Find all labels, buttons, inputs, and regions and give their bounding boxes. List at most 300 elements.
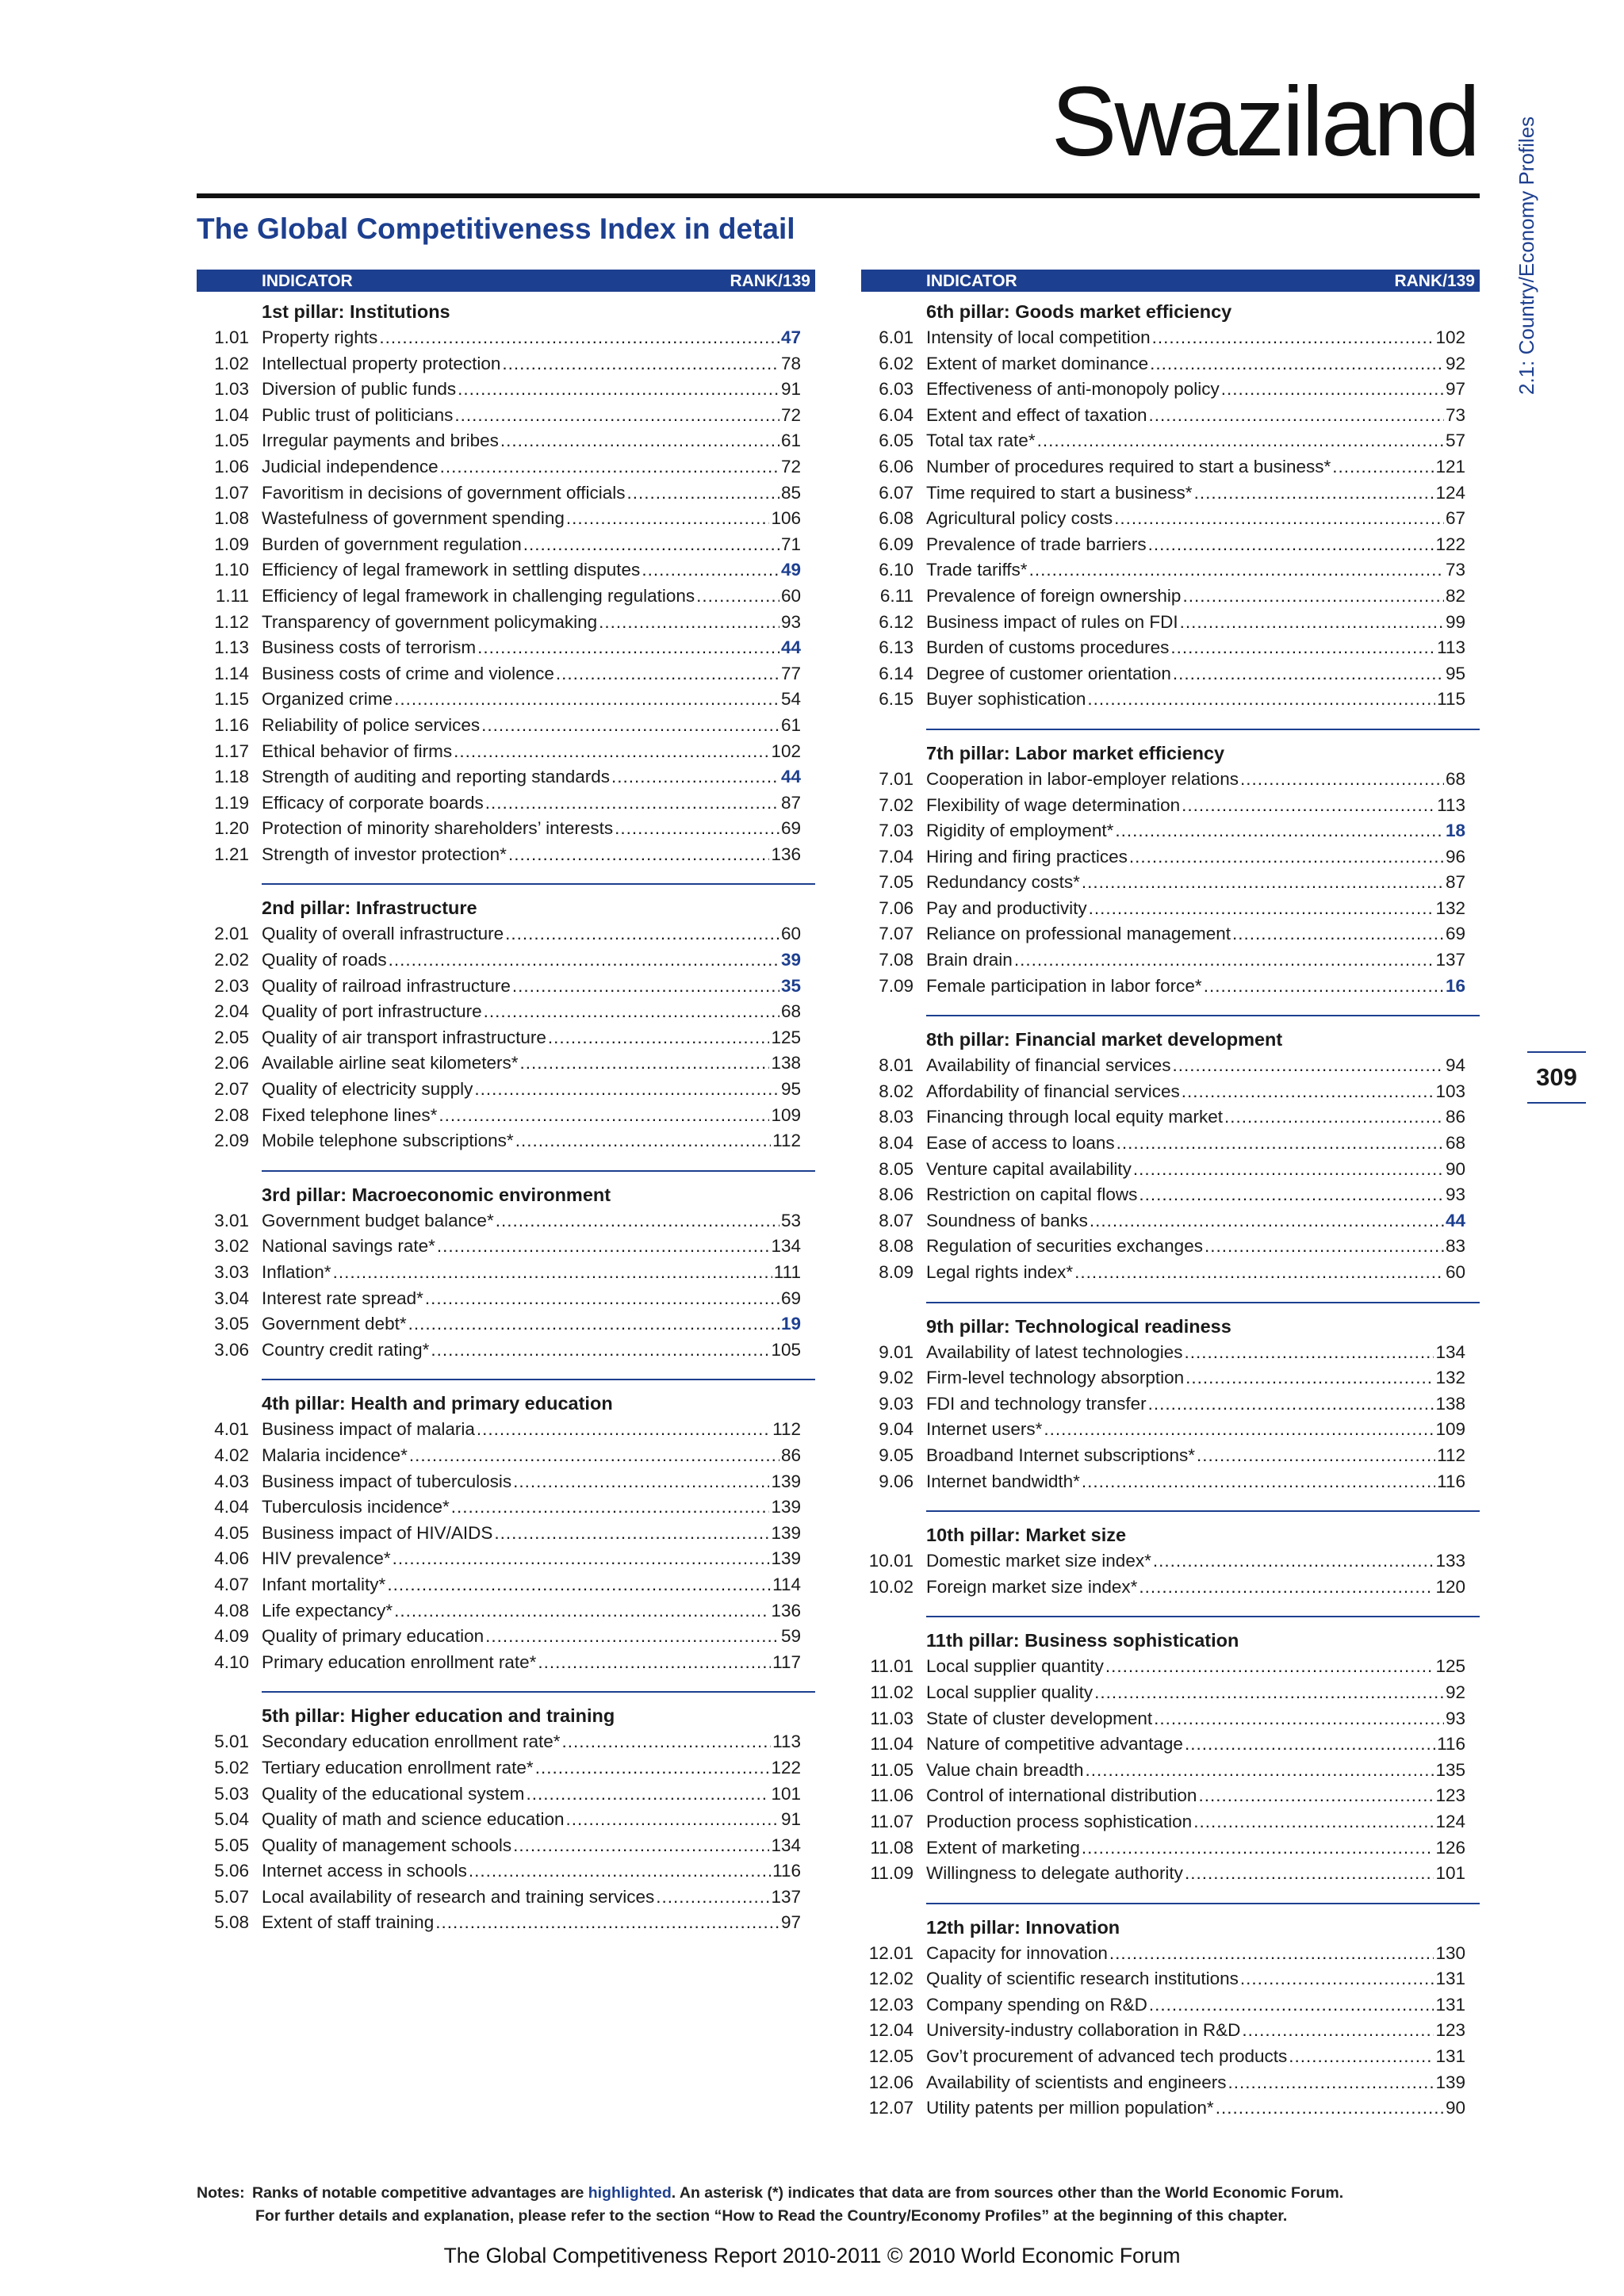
indicator-row bbox=[197, 1077, 815, 1103]
pillar-divider bbox=[262, 1170, 815, 1172]
indicator-rank: 120 bbox=[1435, 1576, 1465, 1597]
indicator-label: Restriction on capital flows bbox=[926, 1184, 1138, 1205]
pillar-title: 1st pillar: Institutions bbox=[262, 301, 450, 322]
pillar-title: 7th pillar: Labor market efficiency bbox=[926, 742, 1225, 763]
indicator-row bbox=[197, 1755, 815, 1781]
indicator-code: 4.06 bbox=[214, 1548, 249, 1569]
indicator-row bbox=[197, 1311, 815, 1337]
leader-dots bbox=[1148, 532, 1434, 558]
indicator-label: Degree of customer orientation bbox=[926, 663, 1171, 683]
indicator-rank: 139 bbox=[1435, 2072, 1465, 2092]
notes-label: Notes: bbox=[197, 2184, 245, 2202]
leader-dots bbox=[1082, 870, 1444, 896]
leader-dots bbox=[1193, 1809, 1434, 1835]
indicator-row bbox=[861, 557, 1480, 584]
indicator-row bbox=[197, 1650, 815, 1676]
indicator-rank: 134 bbox=[1435, 1341, 1465, 1362]
indicator-code: 6.05 bbox=[879, 430, 914, 451]
rank-header: RANK/139 bbox=[730, 272, 810, 290]
indicator-code: 6.10 bbox=[879, 560, 914, 580]
indicator-label: Irregular payments and bribes bbox=[262, 430, 499, 451]
left-indicator-column bbox=[197, 270, 815, 1936]
indicator-row bbox=[197, 739, 815, 765]
leader-dots bbox=[1149, 403, 1444, 429]
indicator-row bbox=[197, 1624, 815, 1650]
left-column-body bbox=[197, 298, 815, 1936]
indicator-rank: 101 bbox=[1435, 1863, 1465, 1884]
pillar-section bbox=[197, 1170, 815, 1364]
leader-dots bbox=[1182, 793, 1435, 819]
indicator-label: Local supplier quantity bbox=[926, 1656, 1104, 1677]
indicator-row bbox=[861, 1053, 1480, 1079]
leader-dots bbox=[515, 1128, 771, 1154]
indicator-row bbox=[861, 818, 1480, 844]
indicator-rank: 116 bbox=[1437, 1471, 1465, 1491]
indicator-code: 2.09 bbox=[214, 1131, 249, 1151]
indicator-rank: 131 bbox=[1435, 2046, 1465, 2067]
indicator-row bbox=[197, 428, 815, 454]
indicator-code: 6.11 bbox=[879, 585, 914, 606]
indicator-code: 2.02 bbox=[214, 950, 249, 970]
indicator-code: 4.02 bbox=[214, 1445, 249, 1465]
indicator-label: Effectiveness of anti-monopoly policy bbox=[926, 379, 1220, 400]
indicator-row bbox=[861, 377, 1480, 403]
indicator-label: Business costs of crime and violence bbox=[262, 663, 554, 683]
notes-line-2: For further details and explanation, please refer to the section “How to Read the Country/Economy Profiles” at the beginning of this chapter. bbox=[255, 2207, 1288, 2225]
leader-dots bbox=[1085, 1758, 1434, 1784]
indicator-row bbox=[861, 1234, 1480, 1260]
indicator-rank: 134 bbox=[771, 1835, 801, 1855]
indicator-code: 5.01 bbox=[214, 1732, 249, 1752]
indicator-code: 9.04 bbox=[879, 1419, 914, 1440]
leader-dots bbox=[1149, 1992, 1434, 2019]
indicator-rank: 134 bbox=[771, 1236, 801, 1257]
leader-dots bbox=[1090, 1208, 1444, 1234]
indicator-rank: 113 bbox=[1437, 794, 1465, 815]
indicator-row bbox=[861, 2095, 1480, 2122]
indicator-code: 3.02 bbox=[214, 1236, 249, 1257]
pillar-section bbox=[197, 883, 815, 1154]
leader-dots bbox=[615, 816, 779, 842]
indicator-rank: 123 bbox=[1435, 1785, 1465, 1806]
leader-dots bbox=[512, 974, 779, 1000]
leader-dots bbox=[1082, 1469, 1435, 1495]
indicator-rank: 102 bbox=[1435, 327, 1465, 347]
leader-dots bbox=[1197, 1443, 1435, 1469]
indicator-code: 1.13 bbox=[214, 637, 249, 658]
indicator-label: Local availability of research and training services bbox=[262, 1886, 655, 1907]
indicator-rank: 54 bbox=[780, 689, 801, 710]
indicator-label: Willingness to delegate authority bbox=[926, 1863, 1183, 1884]
indicator-code: 7.06 bbox=[879, 897, 914, 918]
leader-dots bbox=[505, 921, 779, 947]
indicator-row bbox=[197, 325, 815, 351]
indicator-code: 1.10 bbox=[214, 560, 249, 580]
indicator-code: 12.01 bbox=[868, 1942, 914, 1963]
indicator-row bbox=[861, 1992, 1480, 2019]
indicator-row bbox=[197, 790, 815, 817]
indicator-row bbox=[197, 1494, 815, 1521]
indicator-row bbox=[861, 896, 1480, 922]
footer: The Global Competitiveness Report 2010-2011 © 2010 World Economic Forum bbox=[443, 2244, 1181, 2267]
indicator-label: Public trust of politicians bbox=[262, 404, 454, 425]
highlighted-rank: 44 bbox=[780, 767, 801, 787]
leader-dots bbox=[1204, 974, 1444, 1000]
indicator-rank: 60 bbox=[780, 924, 801, 944]
leader-dots bbox=[1094, 1680, 1444, 1706]
indicator-rank: 77 bbox=[780, 663, 801, 683]
leader-dots bbox=[1194, 480, 1434, 507]
indicator-code: 1.14 bbox=[214, 663, 249, 683]
indicator-rank: 102 bbox=[771, 740, 801, 761]
right-column-body bbox=[861, 298, 1480, 2122]
indicator-label: Diversion of public funds bbox=[262, 379, 457, 400]
indicator-label: Buyer sophistication bbox=[926, 689, 1086, 710]
pillar-divider bbox=[926, 1903, 1480, 1904]
leader-dots bbox=[1224, 1104, 1444, 1131]
indicator-code: 2.04 bbox=[214, 1001, 249, 1022]
indicator-label: Inflation* bbox=[262, 1262, 331, 1282]
indicator-code: 2.07 bbox=[214, 1079, 249, 1100]
indicator-code: 1.12 bbox=[214, 611, 249, 632]
indicator-row bbox=[861, 1654, 1480, 1680]
leader-dots bbox=[1114, 506, 1444, 532]
pillar-title: 6th pillar: Goods market efficiency bbox=[926, 301, 1232, 322]
leader-dots bbox=[656, 1885, 769, 1911]
leader-dots bbox=[1185, 1732, 1435, 1758]
indicator-rank: 115 bbox=[1437, 689, 1465, 710]
indicator-label: Trade tariffs* bbox=[926, 560, 1028, 580]
indicator-rank: 68 bbox=[1445, 768, 1465, 789]
indicator-row bbox=[197, 1781, 815, 1808]
indicator-rank: 126 bbox=[1435, 1837, 1465, 1858]
indicator-rank: 57 bbox=[1445, 430, 1465, 451]
leader-dots bbox=[526, 1781, 769, 1808]
indicator-rank: 93 bbox=[1445, 1708, 1465, 1728]
indicator-code: 3.06 bbox=[214, 1339, 249, 1360]
indicator-code: 12.03 bbox=[868, 1994, 914, 2015]
indicator-code: 4.08 bbox=[214, 1600, 249, 1621]
pillar-title: 11th pillar: Business sophistication bbox=[926, 1630, 1239, 1651]
indicator-rank: 124 bbox=[1435, 482, 1465, 503]
leader-dots bbox=[1074, 1260, 1444, 1286]
indicator-code: 2.05 bbox=[214, 1027, 249, 1047]
pillar-title: 9th pillar: Technological readiness bbox=[926, 1315, 1231, 1337]
indicator-rank: 68 bbox=[780, 1001, 801, 1022]
leader-dots bbox=[431, 1337, 769, 1364]
leader-dots bbox=[1221, 377, 1444, 403]
indicator-rank: 114 bbox=[772, 1574, 801, 1594]
pillar-section bbox=[861, 298, 1480, 713]
indicator-code: 3.03 bbox=[214, 1262, 249, 1282]
indicator-rank: 125 bbox=[771, 1027, 801, 1047]
indicator-row bbox=[197, 1598, 815, 1624]
indicator-label: Female participation in labor force* bbox=[926, 975, 1202, 996]
indicator-code: 6.08 bbox=[879, 508, 914, 529]
indicator-label: Brain drain bbox=[926, 950, 1013, 970]
indicator-rank: 101 bbox=[771, 1783, 801, 1804]
indicator-code: 11.02 bbox=[870, 1682, 914, 1702]
indicator-code: 5.06 bbox=[214, 1861, 249, 1881]
leader-dots bbox=[451, 1494, 770, 1521]
indicator-label: Property rights bbox=[262, 327, 378, 347]
pillar-divider bbox=[926, 1616, 1480, 1617]
section-title: The Global Competitiveness Index in detail bbox=[197, 212, 795, 245]
indicator-label: Burden of customs procedures bbox=[926, 637, 1170, 658]
indicator-label: Tertiary education enrollment rate* bbox=[262, 1757, 534, 1777]
page-number: 309 bbox=[1536, 1063, 1577, 1091]
leader-dots bbox=[1105, 1654, 1434, 1680]
indicator-rank: 95 bbox=[1445, 663, 1465, 683]
indicator-label: Protection of minority shareholders’ interests bbox=[262, 818, 614, 839]
indicator-code: 6.01 bbox=[879, 327, 914, 347]
pillar-section bbox=[861, 1903, 1480, 2122]
indicator-row bbox=[861, 870, 1480, 896]
leader-dots bbox=[477, 635, 779, 661]
indicator-label: Judicial independence bbox=[262, 456, 439, 476]
indicator-code: 8.08 bbox=[879, 1236, 914, 1257]
indicator-row bbox=[197, 1286, 815, 1312]
indicator-rank: 121 bbox=[1435, 456, 1465, 476]
leader-dots bbox=[520, 1050, 770, 1077]
indicator-row bbox=[197, 584, 815, 610]
indicator-rank: 61 bbox=[780, 430, 801, 451]
country-title: Swaziland bbox=[1051, 67, 1478, 177]
indicator-rank: 59 bbox=[780, 1626, 801, 1647]
indicator-rank: 112 bbox=[772, 1131, 801, 1151]
leader-dots bbox=[1289, 2044, 1434, 2070]
indicator-label: Business impact of tuberculosis bbox=[262, 1471, 512, 1491]
indicator-code: 9.02 bbox=[879, 1368, 914, 1388]
indicator-code: 1.20 bbox=[214, 818, 249, 839]
indicator-row bbox=[861, 687, 1480, 713]
indicator-label: Number of procedures required to start a business* bbox=[926, 456, 1331, 476]
leader-dots bbox=[1014, 947, 1434, 974]
leader-dots bbox=[1139, 1575, 1434, 1601]
leader-dots bbox=[538, 1650, 771, 1676]
leader-dots bbox=[1082, 1835, 1434, 1862]
indicator-rank: 72 bbox=[780, 404, 801, 425]
indicator-row bbox=[197, 921, 815, 947]
indicator-label: Prevalence of trade barriers bbox=[926, 534, 1147, 554]
indicator-code: 3.04 bbox=[214, 1288, 249, 1308]
indicator-row bbox=[861, 506, 1480, 532]
indicator-label: Foreign market size index* bbox=[926, 1576, 1138, 1597]
indicator-row bbox=[861, 2018, 1480, 2044]
indicator-code: 9.06 bbox=[879, 1471, 914, 1491]
indicator-label: Gov’t procurement of advanced tech products bbox=[926, 2046, 1288, 2067]
indicator-label: Broadband Internet subscriptions* bbox=[926, 1445, 1195, 1465]
indicator-rank: 87 bbox=[1445, 872, 1465, 893]
indicator-rank: 60 bbox=[1445, 1262, 1465, 1282]
indicator-row bbox=[197, 687, 815, 713]
indicator-label: Internet users* bbox=[926, 1419, 1043, 1440]
indicator-rank: 61 bbox=[780, 714, 801, 735]
highlighted-rank: 44 bbox=[1445, 1210, 1465, 1230]
leader-dots bbox=[642, 557, 779, 584]
indicator-row bbox=[197, 974, 815, 1000]
indicator-rank: 136 bbox=[771, 1600, 801, 1621]
indicator-row bbox=[861, 1182, 1480, 1208]
indicator-row bbox=[197, 1417, 815, 1443]
indicator-row bbox=[197, 1208, 815, 1234]
leader-dots bbox=[494, 1521, 769, 1547]
indicator-row bbox=[861, 1391, 1480, 1418]
indicator-label: Agricultural policy costs bbox=[926, 508, 1113, 529]
indicator-label: FDI and technology transfer bbox=[926, 1393, 1147, 1414]
highlighted-rank: 35 bbox=[780, 975, 801, 996]
indicator-rank: 92 bbox=[1445, 1682, 1465, 1702]
indicator-rank: 112 bbox=[772, 1419, 801, 1440]
indicator-rank: 124 bbox=[1435, 1811, 1465, 1831]
indicator-code: 6.09 bbox=[879, 534, 914, 554]
pillar-section bbox=[861, 1015, 1480, 1285]
indicator-row bbox=[861, 1861, 1480, 1887]
indicator-code: 11.09 bbox=[870, 1863, 914, 1884]
indicator-label: Business impact of malaria bbox=[262, 1419, 475, 1440]
leader-dots bbox=[477, 1417, 771, 1443]
indicator-label: Cooperation in labor-employer relations bbox=[926, 768, 1239, 789]
indicator-row bbox=[861, 1131, 1480, 1157]
indicator-row bbox=[861, 1706, 1480, 1732]
leader-dots bbox=[1037, 428, 1444, 454]
indicator-row bbox=[197, 506, 815, 532]
leader-dots bbox=[500, 428, 779, 454]
indicator-row bbox=[861, 1079, 1480, 1105]
indicator-label: Quality of railroad infrastructure bbox=[262, 975, 511, 996]
leader-dots bbox=[440, 454, 779, 480]
indicator-label: Utility patents per million population* bbox=[926, 2098, 1214, 2118]
indicator-code: 1.05 bbox=[214, 430, 249, 451]
leader-dots bbox=[394, 687, 779, 713]
indicator-label: Internet bandwidth* bbox=[926, 1471, 1080, 1491]
indicator-rank: 109 bbox=[771, 1104, 801, 1125]
indicator-label: Fixed telephone lines* bbox=[262, 1104, 438, 1125]
indicator-label: Business impact of HIV/AIDS bbox=[262, 1522, 493, 1543]
indicator-code: 8.02 bbox=[879, 1081, 914, 1101]
indicator-rank: 91 bbox=[780, 379, 801, 400]
indicator-row bbox=[197, 842, 815, 868]
indicator-label: Strength of investor protection* bbox=[262, 844, 507, 864]
indicator-code: 6.14 bbox=[879, 663, 914, 683]
pillar-title: 10th pillar: Market size bbox=[926, 1525, 1127, 1546]
indicator-row bbox=[861, 844, 1480, 871]
indicator-code: 11.08 bbox=[870, 1837, 914, 1858]
indicator-label: Strength of auditing and reporting standards bbox=[262, 767, 611, 787]
leader-dots bbox=[1115, 818, 1444, 844]
indicator-code: 4.07 bbox=[214, 1574, 249, 1594]
pillar-title: 5th pillar: Higher education and training bbox=[262, 1705, 615, 1727]
indicator-code: 8.09 bbox=[879, 1262, 914, 1282]
leader-dots bbox=[389, 947, 779, 974]
indicator-code: 12.07 bbox=[868, 2098, 914, 2118]
notes-highlight-word: highlighted bbox=[588, 2184, 672, 2202]
leader-dots bbox=[437, 1234, 770, 1260]
leader-dots bbox=[1129, 844, 1444, 871]
page-number-box bbox=[1527, 1051, 1586, 1104]
pillar-section bbox=[861, 1510, 1480, 1600]
indicator-rank: 112 bbox=[1437, 1445, 1465, 1465]
pillar-section bbox=[197, 1379, 815, 1675]
indicator-row bbox=[861, 635, 1480, 661]
pillar-section bbox=[861, 1616, 1480, 1886]
indicator-label: Primary education enrollment rate* bbox=[262, 1651, 537, 1672]
indicator-label: Redundancy costs* bbox=[926, 872, 1080, 893]
indicator-rank: 85 bbox=[780, 482, 801, 503]
indicator-rank: 90 bbox=[1445, 2098, 1465, 2118]
indicator-row bbox=[197, 454, 815, 480]
pillar-divider bbox=[262, 1691, 815, 1693]
indicator-code: 11.04 bbox=[870, 1734, 914, 1755]
leader-dots bbox=[1198, 1783, 1434, 1809]
right-column-header bbox=[861, 270, 1480, 292]
pillar-divider bbox=[926, 729, 1480, 730]
indicator-label: Intensity of local competition bbox=[926, 327, 1151, 347]
indicator-rank: 69 bbox=[780, 818, 801, 839]
indicator-rank: 135 bbox=[1435, 1759, 1465, 1780]
leader-dots bbox=[599, 610, 779, 636]
leader-dots bbox=[696, 584, 779, 610]
indicator-code: 12.04 bbox=[868, 2020, 914, 2041]
indicator-rank: 125 bbox=[1435, 1656, 1465, 1677]
leader-dots bbox=[439, 1103, 769, 1129]
indicator-code: 11.05 bbox=[870, 1759, 914, 1780]
indicator-label: Extent of staff training bbox=[262, 1912, 435, 1933]
indicator-rank: 87 bbox=[780, 792, 801, 813]
indicator-label: Flexibility of wage determination bbox=[926, 794, 1181, 815]
leader-dots bbox=[1087, 687, 1435, 713]
indicator-code: 8.07 bbox=[879, 1210, 914, 1230]
indicator-rank: 90 bbox=[1445, 1158, 1465, 1179]
indicator-label: Internet access in schools bbox=[262, 1861, 467, 1881]
leader-dots bbox=[454, 403, 779, 429]
indicator-row bbox=[197, 661, 815, 687]
leader-dots bbox=[1172, 1053, 1443, 1079]
indicator-label: Availability of scientists and engineers bbox=[926, 2072, 1227, 2092]
pillar-title: 12th pillar: Innovation bbox=[926, 1916, 1120, 1938]
pillar-section bbox=[861, 1302, 1480, 1495]
leader-dots bbox=[1240, 767, 1444, 793]
indicator-row bbox=[861, 584, 1480, 610]
indicator-code: 8.06 bbox=[879, 1184, 914, 1205]
indicator-rank: 116 bbox=[1437, 1734, 1465, 1755]
indicator-row bbox=[197, 480, 815, 507]
indicator-row bbox=[197, 1128, 815, 1154]
indicator-code: 6.07 bbox=[879, 482, 914, 503]
pillar-divider bbox=[262, 1379, 815, 1380]
leader-dots bbox=[1133, 1157, 1444, 1183]
indicator-label: Secondary education enrollment rate* bbox=[262, 1732, 561, 1752]
indicator-rank: 117 bbox=[772, 1651, 801, 1672]
indicator-code: 9.05 bbox=[879, 1445, 914, 1465]
indicator-row bbox=[197, 1910, 815, 1936]
indicator-row bbox=[197, 1807, 815, 1833]
indicator-code: 1.18 bbox=[214, 767, 249, 787]
indicator-rank: 86 bbox=[1445, 1107, 1465, 1127]
indicator-code: 5.04 bbox=[214, 1809, 249, 1830]
indicator-row bbox=[861, 325, 1480, 351]
highlighted-rank: 16 bbox=[1445, 975, 1465, 996]
indicator-row bbox=[197, 557, 815, 584]
indicator-label: Quality of air transport infrastructure bbox=[262, 1027, 546, 1047]
leader-dots bbox=[1173, 661, 1444, 687]
indicator-label: Favoritism in decisions of government officials bbox=[262, 482, 626, 503]
indicator-code: 11.06 bbox=[870, 1785, 914, 1806]
indicator-label: HIV prevalence* bbox=[262, 1548, 391, 1569]
leader-dots bbox=[535, 1755, 770, 1781]
leader-dots bbox=[435, 1910, 779, 1936]
indicator-row bbox=[861, 1157, 1480, 1183]
